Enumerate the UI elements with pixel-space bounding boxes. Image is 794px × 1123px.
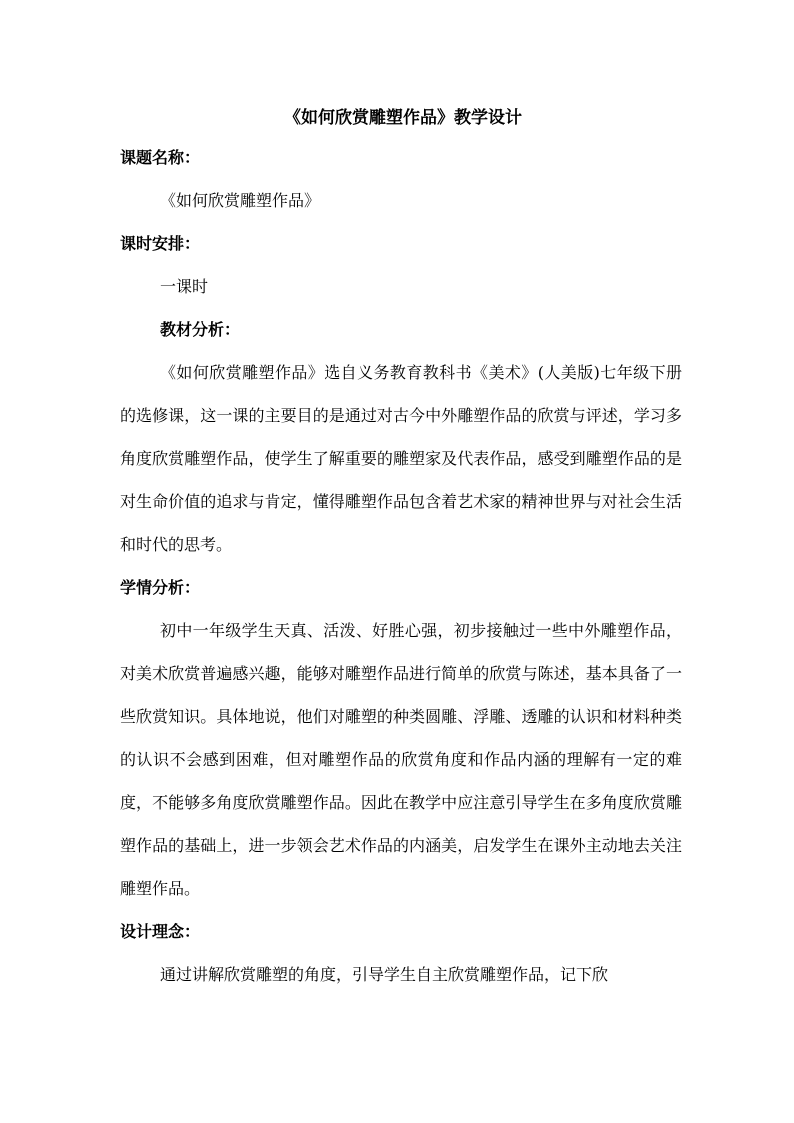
students-paragraph: 初中一年级学生天真、活泼、好胜心强，初步接触过一些中外雕塑作品，对美术欣赏普遍感兴趣，能够对雕塑作品进行简单的欣赏与陈述，基本具备了一些欣赏知识。具体地说，他们对雕塑的种类圆雕、浮雕、透雕的认识和材料种类的认识不会感到困难，但对雕塑作品的欣赏角度和作品内涵的理解有一定的难度，不能够多角度欣赏雕塑作品。因此在教学中应注意引导学生在多角度欣赏雕塑作品的基础上，进一步领会艺术作品的内涵美，启发学生在课外主动地去关注雕塑作品。 <box>120 621 682 898</box>
section-schedule <box>120 222 682 308</box>
document-title: 《如何欣赏雕塑作品》教学设计 <box>284 108 522 128</box>
topic-content: 《如何欣赏雕塑作品》 <box>160 191 321 210</box>
material-paragraph: 《如何欣赏雕塑作品》选自义务教育教科书《美术》(人美版)七年级下册的选修课，这一课的主要目的是通过对古今中外雕塑作品的欣赏与评述，学习多角度欣赏雕塑作品，使学生了解重要的雕塑家及代表作品，感受到雕塑作品的是对生命价值的追求与肯定，懂得雕塑作品包含着艺术家的精神世界与对社会生活和时代的思考。 <box>120 363 682 554</box>
document-page <box>120 100 682 996</box>
schedule-content: 一课时 <box>160 277 209 296</box>
section-topic <box>120 136 682 222</box>
concept-heading: 设计理念： <box>120 922 201 941</box>
concept-paragraph: 通过讲解欣赏雕塑的角度，引导学生自主欣赏雕塑作品，记下欣 <box>160 965 609 984</box>
schedule-heading: 课时安排： <box>120 234 201 253</box>
material-heading: 教材分析： <box>160 320 241 339</box>
students-heading: 学情分析： <box>120 578 201 597</box>
section-material <box>120 308 682 566</box>
section-concept <box>120 910 682 996</box>
section-students <box>120 566 682 910</box>
topic-heading: 课题名称： <box>120 148 201 167</box>
